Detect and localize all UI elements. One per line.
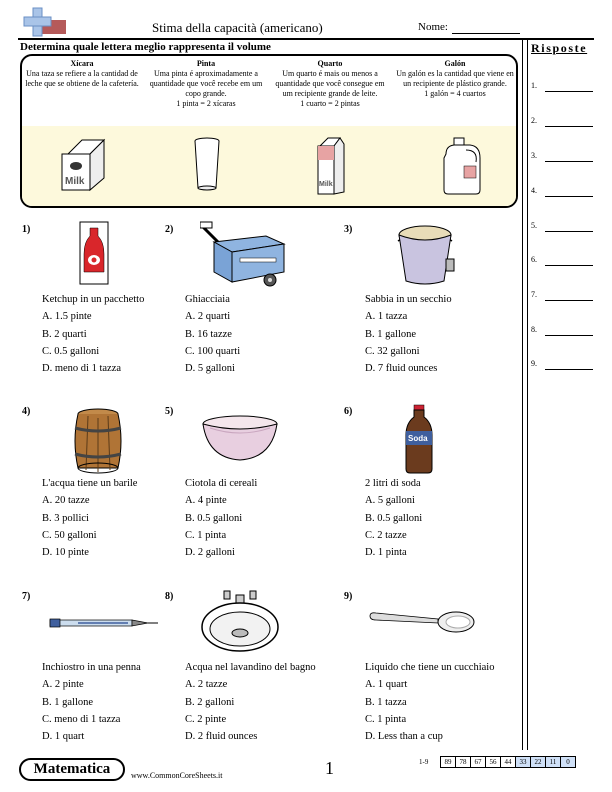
option-c[interactable]: C. meno di 1 tazza bbox=[42, 713, 121, 725]
unit-description: Un galón es la cantidad que viene en un recipiente de plástico grande. bbox=[396, 69, 514, 88]
gallon-jug-icon bbox=[440, 136, 484, 196]
unit-quart bbox=[270, 59, 390, 109]
question-number: 3) bbox=[344, 224, 353, 235]
option-b[interactable]: B. 1 gallone bbox=[42, 696, 94, 708]
unit-description: Um quarto é mais ou menos a quantidade que você consegue em um recipiente grande de leite. bbox=[275, 69, 385, 98]
question-1 bbox=[42, 291, 144, 377]
question-prompt: Ghiacciaia bbox=[185, 294, 230, 305]
answers-heading: Risposte bbox=[531, 41, 588, 55]
option-d[interactable]: D. 10 pinte bbox=[42, 547, 89, 559]
question-7 bbox=[42, 659, 141, 745]
unit-name: Galón bbox=[444, 59, 466, 68]
unit-name: Xícara bbox=[70, 59, 94, 68]
question-5 bbox=[185, 475, 257, 561]
option-d[interactable]: D. 1 pinta bbox=[365, 547, 407, 559]
option-c[interactable]: C. 1 pinta bbox=[365, 713, 407, 725]
option-a[interactable]: A. 5 galloni bbox=[365, 495, 415, 507]
unit-pint bbox=[146, 59, 266, 109]
question-number: 2) bbox=[165, 224, 174, 235]
question-prompt: Ciotola di cereali bbox=[185, 478, 258, 489]
barrel-icon bbox=[72, 408, 124, 474]
soda-label: Soda bbox=[408, 434, 428, 443]
option-b[interactable]: B. 16 tazze bbox=[185, 328, 232, 340]
option-c[interactable]: C. 50 galloni bbox=[42, 529, 97, 541]
name-field[interactable] bbox=[452, 33, 520, 34]
answer-field-4[interactable] bbox=[545, 196, 593, 197]
unit-equivalence: 1 cuarto = 2 pintas bbox=[300, 99, 360, 108]
pen-icon bbox=[48, 615, 160, 631]
answer-number: 1. bbox=[531, 81, 537, 90]
option-b[interactable]: B. 2 galloni bbox=[185, 696, 235, 708]
option-d[interactable]: D. meno di 1 tazza bbox=[42, 363, 122, 375]
option-c[interactable]: C. 0.5 galloni bbox=[42, 345, 100, 357]
header-rule bbox=[18, 38, 594, 40]
unit-gallon bbox=[395, 59, 515, 99]
question-6 bbox=[365, 475, 422, 561]
answer-field-1[interactable] bbox=[545, 91, 593, 92]
quart-carton-icon bbox=[316, 136, 348, 196]
option-b[interactable]: B. 0.5 galloni bbox=[185, 512, 243, 524]
option-c[interactable]: C. 2 tazze bbox=[365, 529, 407, 541]
answer-number: 4. bbox=[531, 186, 537, 195]
page-title: Stima della capacità (americano) bbox=[152, 20, 323, 35]
cooler-icon bbox=[200, 220, 290, 294]
unit-description: Una taza se refiere a la cantidad de leche que se obtiene de la cafetería. bbox=[25, 69, 139, 88]
option-c[interactable]: C. 100 quarti bbox=[185, 345, 241, 357]
question-3 bbox=[365, 291, 452, 377]
option-b[interactable]: B. 3 pollici bbox=[42, 512, 89, 524]
unit-equivalence: 1 pinta = 2 xícaras bbox=[176, 99, 236, 108]
question-4 bbox=[42, 475, 137, 561]
unit-name: Pinta bbox=[196, 59, 216, 68]
plus-logo-icon bbox=[22, 6, 68, 40]
answer-field-5[interactable] bbox=[545, 231, 593, 232]
column-divider bbox=[522, 38, 523, 750]
option-a[interactable]: A. 4 pinte bbox=[185, 495, 227, 507]
answer-field-2[interactable] bbox=[545, 126, 593, 127]
option-d[interactable]: D. 7 fluid ounces bbox=[365, 363, 438, 375]
ketchup-packet-icon bbox=[78, 220, 110, 286]
option-a[interactable]: A. 2 pinte bbox=[42, 679, 84, 691]
question-prompt: L'acqua tiene un barile bbox=[42, 478, 138, 489]
question-number: 5) bbox=[165, 406, 174, 417]
score-cell: 44 bbox=[500, 756, 516, 768]
milk-carton-icon bbox=[60, 136, 110, 192]
option-a[interactable]: A. 20 tazze bbox=[42, 495, 90, 507]
milk-label: Milk bbox=[65, 176, 85, 187]
spoon-icon bbox=[368, 608, 476, 638]
option-d[interactable]: D. 2 galloni bbox=[185, 547, 235, 559]
answer-field-3[interactable] bbox=[545, 161, 593, 162]
answer-number: 3. bbox=[531, 151, 537, 160]
question-number: 4) bbox=[22, 406, 31, 417]
cereal-bowl-icon bbox=[200, 414, 280, 464]
glass-icon bbox=[192, 136, 222, 192]
option-c[interactable]: C. 32 galloni bbox=[365, 345, 420, 357]
unit-name: Quarto bbox=[317, 59, 343, 68]
option-a[interactable]: A. 1.5 pinte bbox=[42, 311, 92, 323]
brand-badge: Matematica bbox=[19, 758, 125, 781]
option-b[interactable]: B. 1 tazza bbox=[365, 696, 407, 708]
column-divider bbox=[527, 38, 528, 750]
answer-field-7[interactable] bbox=[545, 300, 593, 301]
sink-icon bbox=[200, 587, 280, 653]
milk-label: Milk bbox=[319, 181, 333, 188]
question-prompt: Ketchup in un pacchetto bbox=[42, 294, 145, 305]
page-number: 1 bbox=[325, 758, 334, 778]
sand-bucket-icon bbox=[394, 219, 456, 287]
option-b[interactable]: B. 0.5 galloni bbox=[365, 512, 423, 524]
question-2 bbox=[185, 291, 240, 377]
score-range: 1-9 bbox=[419, 758, 429, 766]
option-d[interactable]: D. 5 galloni bbox=[185, 363, 235, 375]
option-c[interactable]: C. 2 pinte bbox=[185, 713, 227, 725]
score-cell: 56 bbox=[485, 756, 501, 768]
question-prompt: Inchiostro in una penna bbox=[42, 662, 141, 673]
answer-number: 2. bbox=[531, 116, 537, 125]
score-cell: 67 bbox=[470, 756, 486, 768]
option-d[interactable]: D. 1 quart bbox=[42, 731, 85, 743]
question-number: 7) bbox=[22, 591, 31, 602]
answer-number: 9. bbox=[531, 359, 537, 368]
score-cell: 78 bbox=[455, 756, 471, 768]
soda-bottle-icon bbox=[402, 403, 436, 475]
question-number: 8) bbox=[165, 591, 174, 602]
name-label: Nome: bbox=[418, 21, 448, 33]
option-b[interactable]: B. 2 quarti bbox=[42, 328, 87, 340]
score-cell: 22 bbox=[530, 756, 546, 768]
question-prompt: 2 litri di soda bbox=[365, 478, 421, 489]
option-a[interactable]: A. 1 tazza bbox=[365, 311, 408, 323]
option-a[interactable]: A. 1 quart bbox=[365, 679, 408, 691]
unit-cup bbox=[22, 59, 142, 89]
option-c[interactable]: C. 1 pinta bbox=[185, 529, 227, 541]
question-number: 6) bbox=[344, 406, 353, 417]
option-a[interactable]: A. 2 tazze bbox=[185, 679, 228, 691]
question-prompt: Liquido che tiene un cucchiaio bbox=[365, 662, 495, 673]
answer-number: 5. bbox=[531, 221, 537, 230]
answer-field-9[interactable] bbox=[545, 369, 593, 370]
option-d[interactable]: D. 2 fluid ounces bbox=[185, 731, 258, 743]
question-prompt: Acqua nel lavandino del bagno bbox=[185, 662, 316, 673]
answer-field-8[interactable] bbox=[545, 335, 593, 336]
question-prompt: Sabbia in un secchio bbox=[365, 294, 452, 305]
site-url: www.CommonCoreSheets.it bbox=[131, 771, 223, 780]
answer-number: 8. bbox=[531, 325, 537, 334]
question-9 bbox=[365, 659, 494, 745]
unit-equivalence: 1 galón = 4 cuartos bbox=[424, 89, 486, 98]
score-table bbox=[441, 756, 576, 768]
question-8 bbox=[185, 659, 316, 745]
option-d[interactable]: D. Less than a cup bbox=[365, 731, 443, 743]
answer-number: 6. bbox=[531, 255, 537, 264]
answer-number: 7. bbox=[531, 290, 537, 299]
instructions: Determina quale lettera meglio rappresenta il volume bbox=[20, 41, 271, 53]
score-cell: 89 bbox=[440, 756, 456, 768]
score-cell: 33 bbox=[515, 756, 531, 768]
reference-box bbox=[20, 54, 518, 208]
question-number: 1) bbox=[22, 224, 31, 235]
option-a[interactable]: A. 2 quarti bbox=[185, 311, 231, 323]
score-cell: 11 bbox=[545, 756, 561, 768]
option-b[interactable]: B. 1 gallone bbox=[365, 328, 417, 340]
answer-field-6[interactable] bbox=[545, 265, 593, 266]
unit-description: Uma pinta é aproximadamente a quantidade que você recebe em um copo grande. bbox=[149, 69, 263, 98]
score-cell: 0 bbox=[560, 756, 576, 768]
question-number: 9) bbox=[344, 591, 353, 602]
